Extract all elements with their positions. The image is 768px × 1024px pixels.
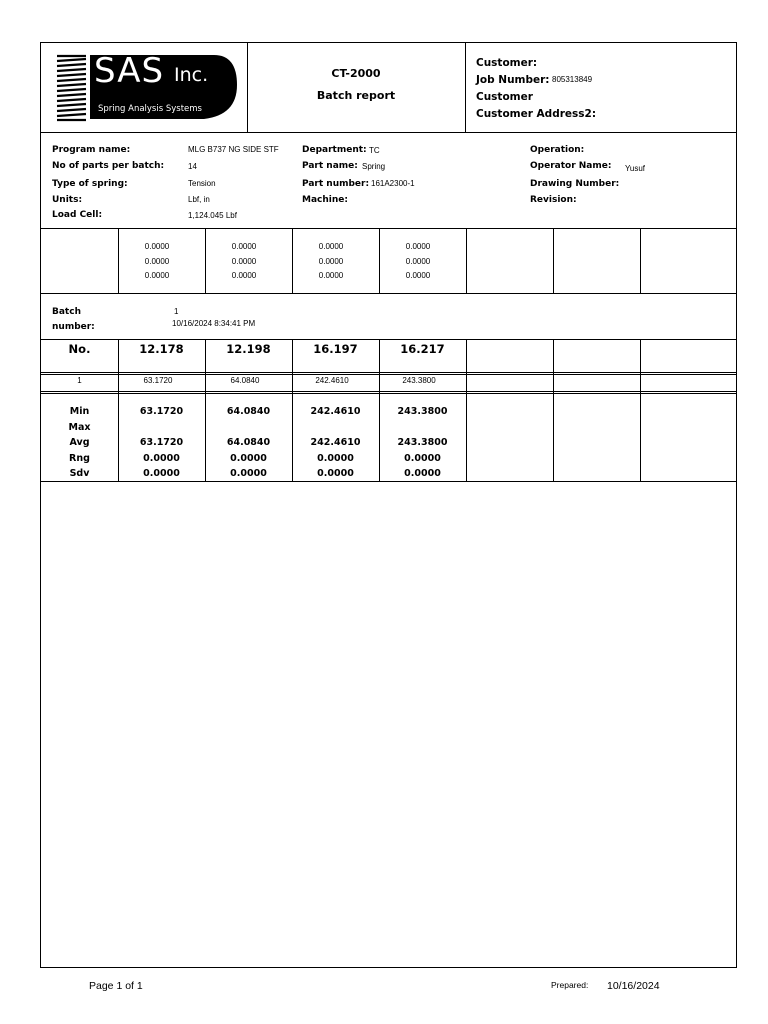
batch-label: Batch bbox=[52, 307, 81, 317]
stat-label-rng: Rng bbox=[69, 452, 90, 464]
column-header-no: No. bbox=[68, 342, 91, 356]
stat-sdv: 0.0000 bbox=[317, 468, 354, 479]
customer-label: Customer: bbox=[476, 57, 538, 69]
department-label: Department: bbox=[302, 145, 367, 155]
part-number-value: 161A2300-1 bbox=[371, 179, 415, 188]
row-value: 243.3800 bbox=[402, 376, 436, 385]
program-name-label: Program name: bbox=[52, 145, 131, 155]
logo-tagline: Spring Analysis Systems bbox=[98, 104, 202, 114]
report-frame bbox=[40, 42, 737, 968]
tolerance-cell bbox=[205, 240, 283, 284]
stats-labels bbox=[41, 404, 118, 482]
row-value: 242.4610 bbox=[315, 376, 349, 385]
stat-label-max: Max bbox=[68, 421, 91, 433]
stat-rng: 0.0000 bbox=[317, 452, 354, 464]
divider bbox=[41, 374, 736, 375]
units-label: Units: bbox=[52, 195, 83, 205]
part-name-label: Part name: bbox=[302, 161, 358, 171]
column-header: 12.198 bbox=[226, 342, 271, 356]
part-name-value: Spring bbox=[362, 162, 386, 171]
tolerance-value: 0.0000 bbox=[405, 242, 431, 251]
tolerance-value: 0.0000 bbox=[144, 242, 170, 251]
stat-min: 242.4610 bbox=[310, 406, 361, 417]
row-value: 64.0840 bbox=[230, 376, 260, 385]
divider bbox=[41, 339, 736, 340]
batch-datetime: 10/16/2024 8:34:41 PM bbox=[172, 319, 256, 328]
units-value: Lbf, in bbox=[188, 195, 210, 204]
divider bbox=[41, 391, 736, 392]
stat-avg: 243.3800 bbox=[397, 437, 448, 448]
prepared-date: 10/16/2024 bbox=[607, 980, 660, 992]
stat-avg: 63.1720 bbox=[139, 437, 184, 448]
spring-type-value: Tension bbox=[188, 179, 216, 188]
job-number-label: Job Number: bbox=[476, 74, 550, 86]
divider bbox=[41, 132, 736, 133]
tolerance-cell bbox=[118, 240, 196, 284]
load-cell-label: Load Cell: bbox=[52, 210, 103, 220]
divider bbox=[41, 293, 736, 294]
tolerance-value: 0.0000 bbox=[318, 256, 344, 266]
stat-rng: 0.0000 bbox=[143, 452, 180, 464]
tolerance-value: 0.0000 bbox=[144, 256, 170, 266]
stat-min: 243.3800 bbox=[397, 406, 448, 417]
stat-sdv: 0.0000 bbox=[143, 468, 180, 479]
operation-label: Operation: bbox=[530, 145, 585, 155]
divider bbox=[41, 372, 736, 373]
divider bbox=[465, 43, 466, 132]
stat-label-avg: Avg bbox=[69, 437, 90, 448]
tolerance-value: 0.0000 bbox=[144, 271, 170, 280]
stats-column bbox=[292, 404, 379, 482]
stat-sdv: 0.0000 bbox=[230, 468, 267, 479]
spring-type-label: Type of spring: bbox=[52, 179, 128, 189]
column-header: 12.178 bbox=[139, 342, 184, 356]
stat-label-min: Min bbox=[69, 406, 90, 417]
program-name-value: MLG B737 NG SIDE STF bbox=[188, 145, 279, 154]
tolerance-value: 0.0000 bbox=[318, 271, 344, 280]
tolerance-value: 0.0000 bbox=[231, 271, 257, 280]
stat-min: 63.1720 bbox=[139, 406, 184, 417]
page-number: Page 1 of 1 bbox=[89, 980, 143, 992]
company-logo bbox=[54, 53, 239, 123]
stat-rng: 0.0000 bbox=[230, 452, 267, 464]
job-number-value: 805313849 bbox=[552, 75, 593, 84]
revision-label: Revision: bbox=[530, 195, 577, 205]
column-header: 16.197 bbox=[313, 342, 358, 356]
stats-column bbox=[118, 404, 205, 482]
tolerance-value: 0.0000 bbox=[405, 256, 431, 266]
divider bbox=[41, 393, 736, 394]
row-value: 63.1720 bbox=[143, 376, 173, 385]
parts-per-batch-label: No of parts per batch: bbox=[52, 161, 165, 171]
column-header: 16.217 bbox=[400, 342, 445, 356]
tolerance-value: 0.0000 bbox=[318, 242, 344, 251]
customer-address2-label: Customer Address2: bbox=[476, 108, 597, 120]
stats-column bbox=[205, 404, 292, 482]
logo-suffix: Inc. bbox=[174, 64, 209, 86]
divider bbox=[247, 43, 248, 132]
stat-min: 64.0840 bbox=[226, 406, 271, 417]
operator-name-value: Yusuf bbox=[625, 164, 646, 173]
operator-name-label: Operator Name: bbox=[530, 161, 612, 171]
model-title: CT-2000 bbox=[331, 67, 381, 80]
stat-label-sdv: Sdv bbox=[69, 468, 90, 479]
part-number-label: Part number: bbox=[302, 179, 370, 189]
tolerance-cell bbox=[379, 240, 457, 284]
stat-rng: 0.0000 bbox=[404, 452, 441, 464]
logo-brand: SAS bbox=[94, 51, 165, 91]
stats-column bbox=[379, 404, 466, 482]
load-cell-value: 1,124.045 Lbf bbox=[188, 211, 237, 220]
batch-number-value: 1 bbox=[174, 307, 179, 316]
machine-label: Machine: bbox=[302, 195, 348, 205]
tolerance-value: 0.0000 bbox=[231, 242, 257, 251]
tolerance-value: 0.0000 bbox=[405, 271, 431, 280]
prepared-label: Prepared: bbox=[551, 980, 589, 990]
report-title: Batch report bbox=[316, 89, 396, 102]
stat-sdv: 0.0000 bbox=[404, 468, 441, 479]
divider bbox=[41, 228, 736, 229]
row-number: 1 bbox=[77, 376, 82, 385]
department-value: TC bbox=[369, 146, 380, 155]
tolerance-cell bbox=[292, 240, 370, 284]
batch-number-label: number: bbox=[52, 322, 95, 332]
drawing-number-label: Drawing Number: bbox=[530, 179, 620, 189]
stat-avg: 64.0840 bbox=[226, 437, 271, 448]
parts-per-batch-value: 14 bbox=[188, 162, 197, 171]
tolerance-value: 0.0000 bbox=[231, 256, 257, 266]
customer2-label: Customer bbox=[476, 91, 533, 103]
stat-avg: 242.4610 bbox=[310, 437, 361, 448]
